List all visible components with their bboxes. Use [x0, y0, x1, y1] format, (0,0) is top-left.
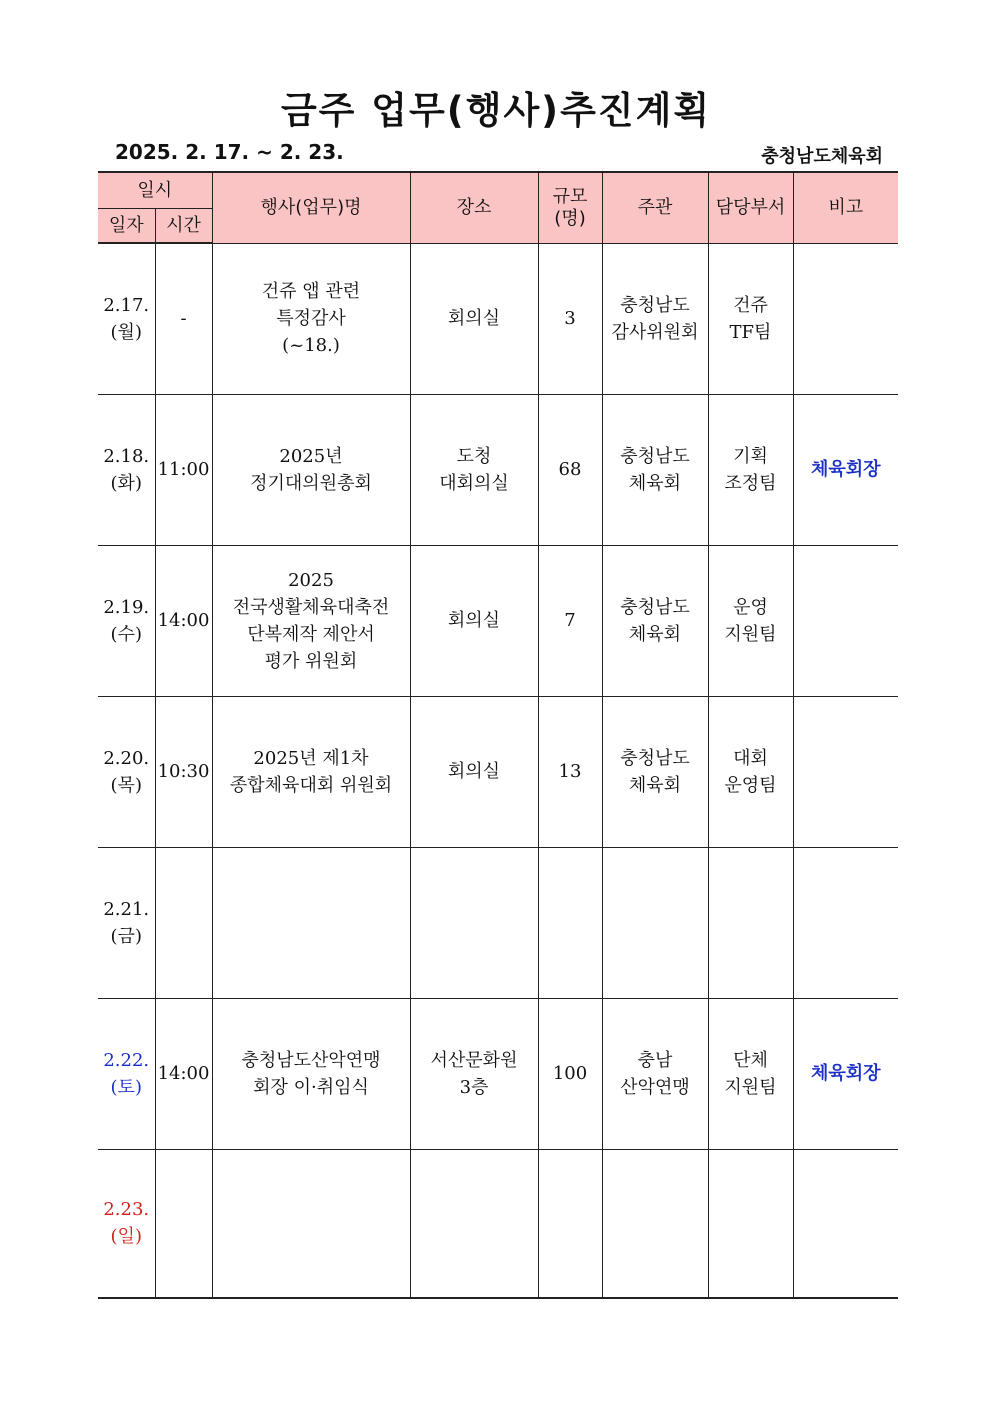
date-cell-line: 2.18.	[103, 445, 150, 467]
header-note: 비고	[793, 172, 898, 243]
date-cell	[98, 243, 155, 394]
weekly-plan-table	[98, 171, 898, 1299]
place-cell	[410, 1149, 538, 1298]
dept-cell-line: 운영팀	[724, 774, 777, 796]
date-cell	[98, 394, 155, 545]
header-date: 일자	[98, 209, 155, 244]
event-cell	[212, 243, 410, 394]
dept-cell-line: TF팀	[729, 321, 772, 343]
scale-cell	[538, 394, 602, 545]
event-cell-line: 건쥬 앱 관련	[261, 281, 361, 302]
time-cell-text: 11:00	[157, 459, 210, 480]
event-cell-line: (~18.)	[282, 335, 340, 356]
scale-cell	[538, 243, 602, 394]
host-cell	[602, 847, 708, 998]
place-cell	[410, 998, 538, 1149]
dept-cell-line: 조정팀	[724, 472, 777, 494]
time-cell	[155, 696, 212, 847]
time-cell-text: 10:30	[157, 761, 210, 782]
header-dept: 담당부서	[708, 172, 793, 243]
date-cell-line: 2.22.	[103, 1049, 150, 1071]
note-cell-text: 체육회장	[810, 1063, 881, 1084]
event-cell	[212, 545, 410, 696]
host-cell	[602, 998, 708, 1149]
host-cell-line: 감사위원회	[611, 321, 699, 343]
scale-cell	[538, 545, 602, 696]
event-cell-line: 2025	[288, 569, 334, 591]
organization-name: 충청남도체육회	[761, 146, 883, 167]
host-cell	[602, 243, 708, 394]
event-cell-line: 종합체육대회 위원회	[229, 774, 393, 796]
place-cell-line: 3층	[459, 1076, 489, 1098]
place-cell-line: 회의실	[447, 610, 501, 631]
time-cell	[155, 545, 212, 696]
dept-cell	[708, 998, 793, 1149]
header-datetime: 일시	[98, 172, 212, 209]
host-cell	[602, 696, 708, 847]
event-cell-line: 충청남도산악연맹	[241, 1049, 381, 1071]
event-cell-line: 평가 위원회	[264, 650, 358, 672]
header-scale	[538, 172, 602, 243]
date-cell-line: (화)	[110, 472, 142, 494]
header-scale-line2: (명)	[554, 207, 586, 229]
note-cell	[793, 545, 898, 696]
header-time: 시간	[155, 209, 212, 244]
event-cell-line: 2025년	[279, 445, 343, 467]
scale-cell	[538, 1149, 602, 1298]
event-cell	[212, 847, 410, 998]
date-cell-line: 2.21.	[103, 898, 150, 920]
host-cell	[602, 1149, 708, 1298]
time-cell	[155, 847, 212, 998]
event-cell-line: 정기대의원총회	[250, 472, 372, 494]
event-cell	[212, 998, 410, 1149]
date-cell	[98, 696, 155, 847]
host-cell-line: 체육회	[628, 472, 682, 494]
scale-cell-text: 7	[564, 610, 576, 631]
event-cell-line: 전국생활체육대축전	[232, 596, 390, 618]
table-row	[98, 696, 898, 847]
date-cell-line: 2.20.	[103, 747, 150, 769]
dept-cell	[708, 1149, 793, 1298]
place-cell-line: 서산문화원	[430, 1049, 518, 1071]
scale-cell-text: 3	[564, 308, 576, 329]
event-cell-line: 회장 이·취임식	[253, 1076, 369, 1098]
dept-cell	[708, 847, 793, 998]
date-cell	[98, 847, 155, 998]
date-cell-line: (일)	[110, 1226, 142, 1248]
date-cell-line: (금)	[110, 925, 142, 947]
host-cell-line: 산악연맹	[620, 1076, 690, 1098]
event-cell	[212, 394, 410, 545]
place-cell	[410, 394, 538, 545]
table-row	[98, 243, 898, 394]
time-cell	[155, 243, 212, 394]
host-cell-line: 충청남도	[620, 445, 690, 467]
page-title: 금주 업무(행사)추진계획	[280, 89, 712, 132]
date-cell-line: 2.17.	[103, 294, 150, 316]
note-cell-text: 체육회장	[810, 459, 881, 480]
note-cell	[793, 696, 898, 847]
table-row	[98, 998, 898, 1149]
event-cell-line: 특정감사	[276, 308, 346, 329]
dept-cell-line: 대회	[733, 747, 768, 769]
dept-cell-line: 지원팀	[724, 623, 777, 645]
host-cell-line: 충청남도	[620, 596, 690, 618]
place-cell-line: 회의실	[447, 761, 501, 782]
date-cell	[98, 1149, 155, 1298]
date-cell-line: 2.19.	[103, 596, 150, 618]
time-cell-text: 14:00	[157, 1063, 210, 1084]
note-cell	[793, 847, 898, 998]
subheader	[99, 140, 897, 168]
period-range: 2025. 2. 17. ~ 2. 23.	[115, 140, 344, 164]
host-cell-line: 충청남도	[620, 747, 690, 769]
scale-cell-text: 68	[558, 459, 582, 480]
host-cell-line: 충남	[637, 1049, 673, 1071]
host-cell-line: 체육회	[628, 774, 682, 796]
table-row	[98, 545, 898, 696]
host-cell	[602, 394, 708, 545]
dept-cell	[708, 243, 793, 394]
time-cell	[155, 1149, 212, 1298]
table-row	[98, 394, 898, 545]
place-cell	[410, 545, 538, 696]
event-cell	[212, 1149, 410, 1298]
date-cell-line: (토)	[110, 1076, 142, 1098]
table-row	[98, 847, 898, 998]
place-cell	[410, 847, 538, 998]
time-cell-text: 14:00	[157, 610, 210, 631]
place-cell	[410, 696, 538, 847]
note-cell	[793, 394, 898, 545]
date-cell	[98, 545, 155, 696]
place-cell-line: 도청	[456, 445, 492, 467]
host-cell-line: 충청남도	[620, 294, 690, 316]
dept-cell-line: 단체	[733, 1049, 768, 1071]
header-event: 행사(업무)명	[212, 172, 410, 243]
date-cell-line: (수)	[110, 623, 142, 645]
date-cell-line: 2.23.	[103, 1199, 150, 1221]
event-cell-line: 단복제작 제안서	[247, 623, 375, 645]
scale-cell	[538, 847, 602, 998]
scale-cell-text: 13	[558, 761, 582, 782]
note-cell	[793, 998, 898, 1149]
dept-cell	[708, 394, 793, 545]
dept-cell-line: 운영	[733, 596, 768, 618]
event-cell-line: 2025년 제1차	[253, 747, 369, 769]
scale-cell	[538, 696, 602, 847]
dept-cell-line: 건쥬	[733, 294, 768, 316]
date-cell-line: (목)	[110, 774, 142, 796]
time-cell	[155, 394, 212, 545]
date-cell-line: (월)	[110, 321, 142, 343]
host-cell	[602, 545, 708, 696]
dept-cell	[708, 696, 793, 847]
table-row	[98, 1149, 898, 1298]
header-scale-line1: 규모	[552, 185, 588, 207]
scale-cell-text: 100	[552, 1063, 588, 1084]
scale-cell	[538, 998, 602, 1149]
place-cell	[410, 243, 538, 394]
note-cell	[793, 1149, 898, 1298]
time-cell-text: -	[180, 308, 187, 330]
dept-cell-line: 기획	[733, 445, 768, 467]
dept-cell	[708, 545, 793, 696]
place-cell-line: 대회의실	[439, 472, 509, 494]
note-cell	[793, 243, 898, 394]
host-cell-line: 체육회	[628, 623, 682, 645]
date-cell	[98, 998, 155, 1149]
header-host: 주관	[602, 172, 708, 243]
header-place: 장소	[410, 172, 538, 243]
place-cell-line: 회의실	[447, 308, 501, 329]
event-cell	[212, 696, 410, 847]
time-cell	[155, 998, 212, 1149]
dept-cell-line: 지원팀	[724, 1076, 777, 1098]
